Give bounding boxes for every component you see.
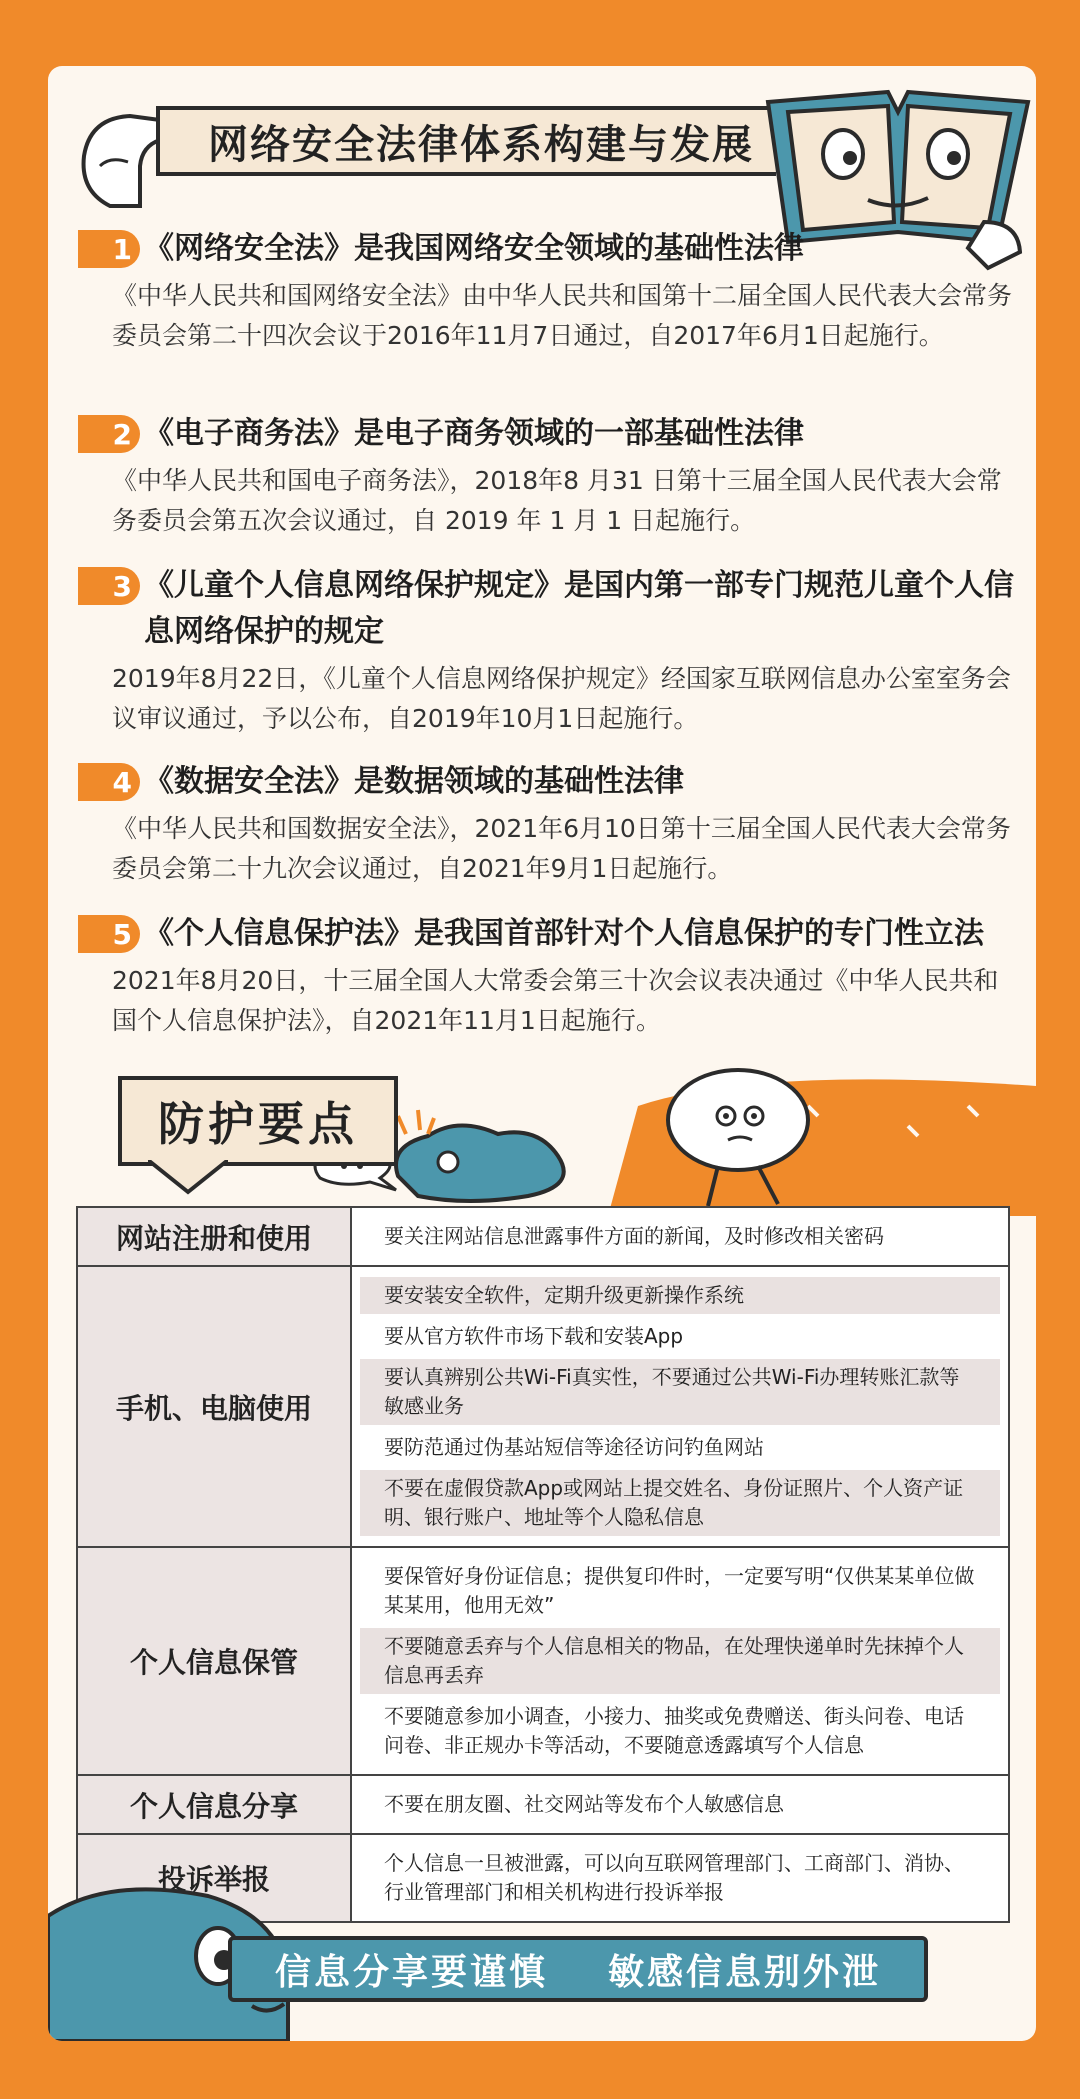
law-item-4	[78, 759, 1018, 889]
row-item: 不要随意参加小调查，小接力、抽奖或免费赠送、街头问卷、电话问卷、非正规办卡等活动，不要随意透露填写个人信息	[384, 1704, 964, 1757]
row-item: 个人信息一旦被泄露，可以向互联网管理部门、工商部门、消协、行业管理部门和相关机构进行投诉举报	[384, 1851, 964, 1904]
protection-table	[76, 1206, 1010, 1923]
row-category: 网站注册和使用	[78, 1208, 352, 1265]
row-item: 要从官方软件市场下载和安装App	[384, 1324, 684, 1348]
law-title: 《个人信息保护法》是我国首部针对个人信息保护的专门性立法	[144, 916, 984, 951]
poster-card	[48, 66, 1036, 2041]
row-item: 要保管好身份证信息；提供复印件时，一定要写明“仅供某某单位做某某用，他用无效”	[384, 1564, 975, 1617]
law-number-badge: 5	[78, 915, 140, 953]
law-title: 《电子商务法》是电子商务领域的一部基础性法律	[144, 416, 804, 451]
footer-slogan-left: 信息分享要谨慎	[274, 1951, 548, 1993]
protection-title-box	[118, 1076, 398, 1166]
row-item: 要安装安全软件，定期升级更新操作系统	[360, 1277, 1000, 1314]
row-item: 不要在朋友圈、社交网站等发布个人敏感信息	[384, 1792, 784, 1816]
table-row	[78, 1267, 1008, 1548]
orange-decor-strip-icon	[608, 1066, 1036, 1216]
title-notch-icon	[148, 1160, 228, 1196]
law-number-badge: 4	[78, 763, 140, 801]
row-item: 不要在虚假贷款App或网站上提交姓名、身份证照片、个人资产证明、银行账户、地址等个人隐私信息	[360, 1470, 1000, 1536]
law-description: 2019年8月22日，《儿童个人信息网络保护规定》经国家互联网信息办公室室务会议审议通过，予以公布，自2019年10月1日起施行。	[112, 664, 1011, 733]
law-description: 《中华人民共和国电子商务法》，2018年8 月31 日第十三届全国人民代表大会常务委员会第五次会议通过，自 2019 年 1 月 1 日起施行。	[112, 466, 1002, 535]
blue-monster-character-icon	[378, 1106, 618, 1206]
law-title: 《数据安全法》是数据领域的基础性法律	[144, 764, 684, 799]
row-category: 投诉举报	[78, 1835, 352, 1921]
law-item-3	[78, 563, 1018, 739]
footer-slogan-right: 敏感信息别外泄	[608, 1951, 882, 1993]
law-number-badge: 1	[78, 230, 140, 268]
law-number-badge: 2	[78, 415, 140, 453]
law-description: 《中华人民共和国网络安全法》由中华人民共和国第十二届全国人民代表大会常务委员会第二十四次会议于2016年11月7日通过，自2017年6月1日起施行。	[112, 281, 1013, 350]
row-category: 个人信息分享	[78, 1776, 352, 1833]
row-item: 要关注网站信息泄露事件方面的新闻，及时修改相关密码	[384, 1224, 884, 1248]
row-item: 不要随意丢弃与个人信息相关的物品，在处理快递单时先抹掉个人信息再丢弃	[360, 1628, 1000, 1694]
row-item: 要防范通过伪基站短信等途径访问钓鱼网站	[384, 1435, 764, 1459]
header-banner	[156, 106, 776, 176]
law-item-1	[78, 226, 1018, 356]
law-number-badge: 3	[78, 567, 140, 605]
footer-slogan-bar	[228, 1936, 928, 2002]
table-row	[78, 1776, 1008, 1835]
table-row	[78, 1208, 1008, 1267]
table-row	[78, 1548, 1008, 1776]
row-item: 要认真辨别公共Wi-Fi真实性，不要通过公共Wi-Fi办理转账汇款等敏感业务	[360, 1359, 1000, 1425]
law-title: 《网络安全法》是我国网络安全领域的基础性法律	[144, 231, 804, 266]
row-category: 手机、电脑使用	[78, 1267, 352, 1546]
law-title: 《儿童个人信息网络保护规定》是国内第一部专门规范儿童个人信息网络保护的规定	[144, 568, 1014, 649]
page-title: 网络安全法律体系构建与发展	[208, 121, 754, 168]
row-category: 个人信息保管	[78, 1548, 352, 1774]
law-description: 《中华人民共和国数据安全法》，2021年6月10日第十三届全国人民代表大会常务委员会第二十九次会议通过，自2021年9月1日起施行。	[112, 814, 1011, 883]
law-description: 2021年8月20日，十三届全国人大常委会第三十次会议表决通过《中华人民共和国个人信息保护法》，自2021年11月1日起施行。	[112, 966, 999, 1035]
hand-illustration-icon	[70, 96, 170, 216]
protection-title: 防护要点	[158, 1097, 358, 1151]
law-item-2	[78, 411, 1018, 541]
law-item-5	[78, 911, 1018, 1041]
